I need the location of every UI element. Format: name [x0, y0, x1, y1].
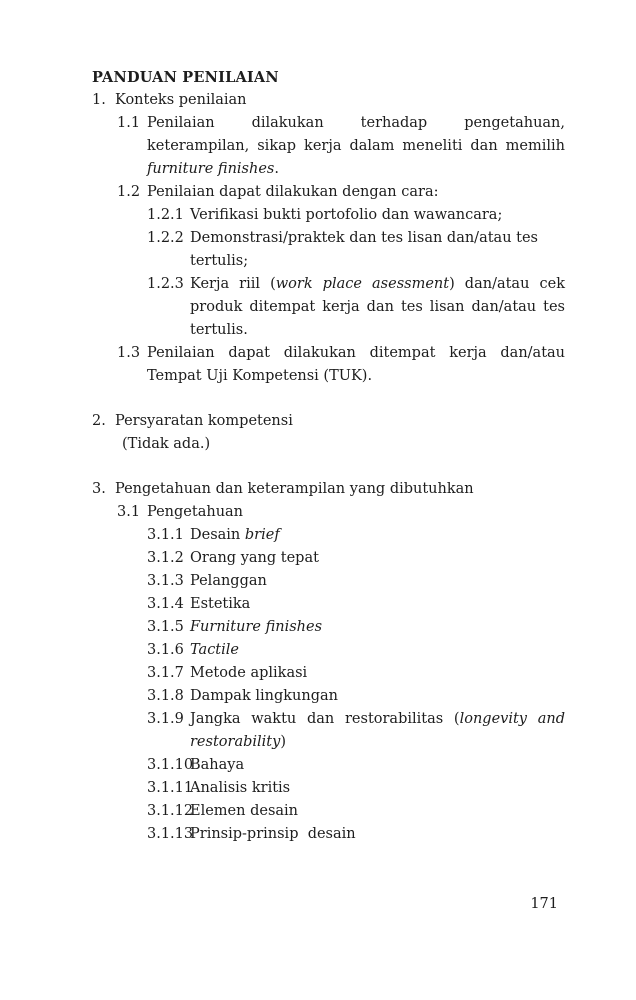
item-number: 3.1.3 [147, 573, 184, 589]
item-number: 1.3 [117, 345, 141, 361]
item-text: Prinsip-prinsip desain [190, 826, 356, 842]
item-text: Penilaian dapat dilakukan dengan cara: [147, 184, 439, 200]
item-number: 3.1.10 [147, 757, 194, 773]
item-text: Kerja riil (work place asessment) dan/atau cek produk ditempat kerja dan tes lisan dan/atau tes tertulis. [190, 276, 565, 338]
list-item-3 [92, 478, 565, 501]
list-item-3-1-6 [92, 639, 565, 662]
item-text: Pelanggan [190, 573, 267, 589]
item-text: Demonstrasi/praktek dan tes lisan dan/atau tes tertulis; [190, 230, 538, 269]
item-text: Analisis kritis [190, 780, 291, 796]
item-text: Persyaratan kompetensi [115, 413, 293, 429]
note-tidak-ada: (Tidak ada.) [122, 436, 211, 452]
item-number: 1. [92, 92, 106, 108]
list-item-2 [92, 410, 565, 433]
item-number: 3.1.2 [147, 550, 184, 566]
item-number: 3.1.6 [147, 642, 184, 658]
item-text: Furniture finishes [190, 619, 323, 635]
item-number: 3.1.13 [147, 826, 194, 842]
item-number: 3.1.9 [147, 711, 184, 727]
list-item-1-3 [92, 342, 565, 388]
item-number: 3.1.12 [147, 803, 194, 819]
list-item-1-2-3 [92, 273, 565, 342]
item-text: Penilaian dapat dilakukan ditempat kerja dan/atau Tempat Uji Kompetensi (TUK). [147, 345, 565, 384]
item-text: Penilaian dilakukan terhadap pengetahuan, keterampilan, sikap kerja dalam meneliti dan memilih furniture finishes. [147, 115, 565, 177]
item-number: 1.2.3 [147, 276, 184, 292]
list-item-3-1-4 [92, 593, 565, 616]
item-number: 1.2.2 [147, 230, 184, 246]
item-text: Elemen desain [190, 803, 299, 819]
item-text: Desain brief [190, 527, 280, 543]
list-item-3-1-10 [92, 754, 565, 777]
list-item-1-2 [92, 181, 565, 204]
page-title: PANDUAN PENILAIAN [92, 69, 279, 86]
list-item-3-1-12 [92, 800, 565, 823]
item-text: Jangka waktu dan restorabilitas (longevity and restorability) [190, 711, 565, 750]
item-text: Konteks penilaian [115, 92, 247, 108]
item-number: 3.1.5 [147, 619, 184, 635]
section-gap [92, 388, 565, 410]
item-text: Tactile [190, 642, 239, 658]
item-text: Estetika [190, 596, 251, 612]
item-text: Verifikasi bukti portofolio dan wawancara; [190, 207, 503, 223]
item-text: Bahaya [190, 757, 245, 773]
item-number: 3.1.8 [147, 688, 184, 704]
list-item-3-1-11 [92, 777, 565, 800]
item-text: Dampak lingkungan [190, 688, 338, 704]
page-number: 171 [530, 896, 558, 912]
item-text: Orang yang tepat [190, 550, 319, 566]
list-item-3-1-8 [92, 685, 565, 708]
list-item-3-1-13 [92, 823, 565, 846]
item-text: Metode aplikasi [190, 665, 308, 681]
item-text: Pengetahuan dan keterampilan yang dibutuhkan [115, 481, 474, 497]
item-number: 1.2.1 [147, 207, 184, 223]
list-item-1 [92, 89, 565, 112]
item-number: 3. [92, 481, 106, 497]
list-item-3-1-9 [92, 708, 565, 754]
item-number: 3.1 [117, 504, 141, 520]
item-number: 1.2 [117, 184, 141, 200]
list-item-1-2-2 [92, 227, 565, 273]
list-item-3-1-3 [92, 570, 565, 593]
item-number: 3.1.4 [147, 596, 184, 612]
list-item-3-1-1 [92, 524, 565, 547]
list-item-3-1-5 [92, 616, 565, 639]
item-text: Pengetahuan [147, 504, 244, 520]
item-number: 2. [92, 413, 106, 429]
item-number: 1.1 [117, 115, 141, 131]
section-gap [92, 456, 565, 478]
list-item-3-1-7 [92, 662, 565, 685]
list-item-1-2-1 [92, 204, 565, 227]
list-item-1-1 [92, 112, 565, 181]
list-item-3-1 [92, 501, 565, 524]
item-number: 3.1.1 [147, 527, 184, 543]
item-number: 3.1.7 [147, 665, 184, 681]
item-number: 3.1.11 [147, 780, 194, 796]
list-item-3-1-2 [92, 547, 565, 570]
